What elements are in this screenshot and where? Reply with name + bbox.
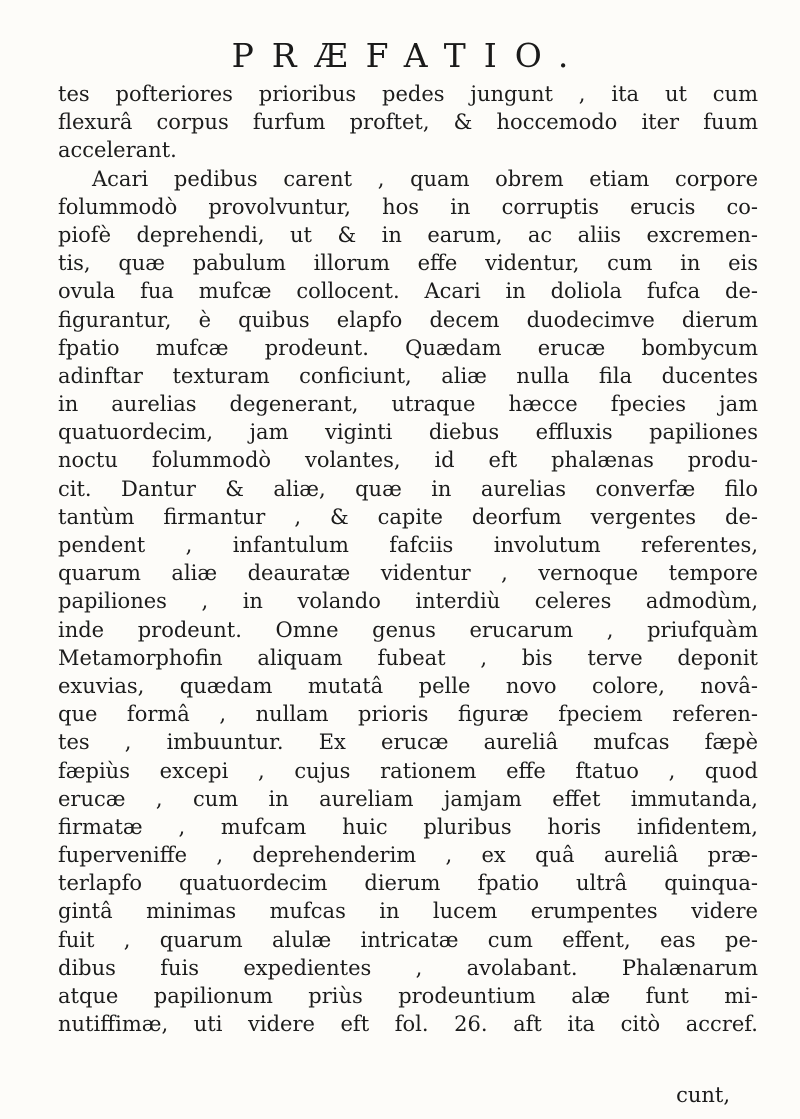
text-line: Metamorphofin aliquam fubeat , bis terve deponit	[58, 645, 758, 670]
text-line: exuvias, quædam mutatâ pelle novo colore, novâ-	[58, 673, 758, 698]
text-line: fæpiùs excepi , cujus rationem effe ftatuo , quod	[58, 758, 758, 783]
text-line: quarum aliæ deauratæ videntur , vernoque tempore	[58, 561, 758, 586]
text-line: inde prodeunt. Omne genus erucarum , priufquàm	[58, 617, 758, 642]
text-line: flexurâ corpus furfum proftet, & hoccemodo iter fuum	[58, 110, 758, 135]
text-line: Acari pedibus carent , quam obrem etiam corpore	[92, 166, 758, 191]
text-line: firmatæ , mufcam huic pluribus horis infidentem,	[58, 814, 758, 839]
text-line: que formâ , nullam prioris figuræ fpeciem referen-	[58, 702, 758, 727]
text-line: terlapfo quatuordecim dierum fpatio ultrâ quinqua-	[58, 871, 758, 896]
text-line: noctu folummodò volantes, id eft phalænas produ-	[58, 448, 758, 473]
text-line: papiliones , in volando interdiù celeres admodùm,	[58, 589, 758, 614]
text-line: adinftar texturam conficiunt, aliæ nulla fila ducentes	[58, 363, 758, 388]
text-line: fpatio mufcæ prodeunt. Quædam erucæ bombycum	[58, 335, 758, 360]
text-line: quatuordecim, jam viginti diebus effluxis papiliones	[58, 420, 758, 445]
text-line: tis, quæ pabulum illorum effe videntur, cum in eis	[58, 251, 758, 276]
text-line: atque papilionum priùs prodeuntium alæ funt mi-	[58, 984, 758, 1008]
text-line: cit. Dantur & aliæ, quæ in aurelias converfæ filo	[58, 476, 758, 501]
text-line: tantùm firmantur , & capite deorfum vergentes de-	[58, 504, 758, 529]
text-line: piofè deprehendi, ut & in earum, ac aliis excremen-	[58, 222, 758, 247]
text-line: in aurelias degenerant, utraque hæcce fpecies jam	[58, 392, 758, 417]
text-line: accelerant.	[58, 138, 177, 163]
running-header: PRÆFATIO.	[231, 36, 587, 75]
body-text	[58, 80, 758, 1038]
text-line: tes pofteriores prioribus pedes jungunt , ita ut cum	[58, 82, 758, 106]
text-line: figurantur, è quibus elapfo decem duodecimve dierum	[58, 307, 758, 332]
text-line: nutiffimæ, uti videre eft fol. 26. aft ita citò accref.	[58, 1012, 758, 1037]
text-line: dibus fuis expedientes , avolabant. Phalænarum	[58, 955, 758, 980]
text-line: fuperveniffe , deprehenderim , ex quâ aureliâ præ-	[58, 843, 758, 868]
text-line: pendent , infantulum fafciis involutum referentes,	[58, 533, 758, 557]
text-line: tes , imbuuntur. Ex erucæ aureliâ mufcas fæpè	[58, 730, 758, 755]
text-line: folummodò provolvuntur, hos in corruptis erucis co-	[58, 194, 758, 219]
text-line: erucæ , cum in aureliam jamjam effet immutanda,	[58, 786, 758, 811]
text-line: ovula fua mufcæ collocent. Acari in doliola fufca de-	[58, 279, 758, 304]
text-line: fuit , quarum alulæ intricatæ cum effent, eas pe-	[58, 927, 758, 952]
text-line: gintâ minimas mufcas in lucem erumpentes videre	[58, 899, 758, 924]
catchword: cunt,	[676, 1083, 730, 1107]
